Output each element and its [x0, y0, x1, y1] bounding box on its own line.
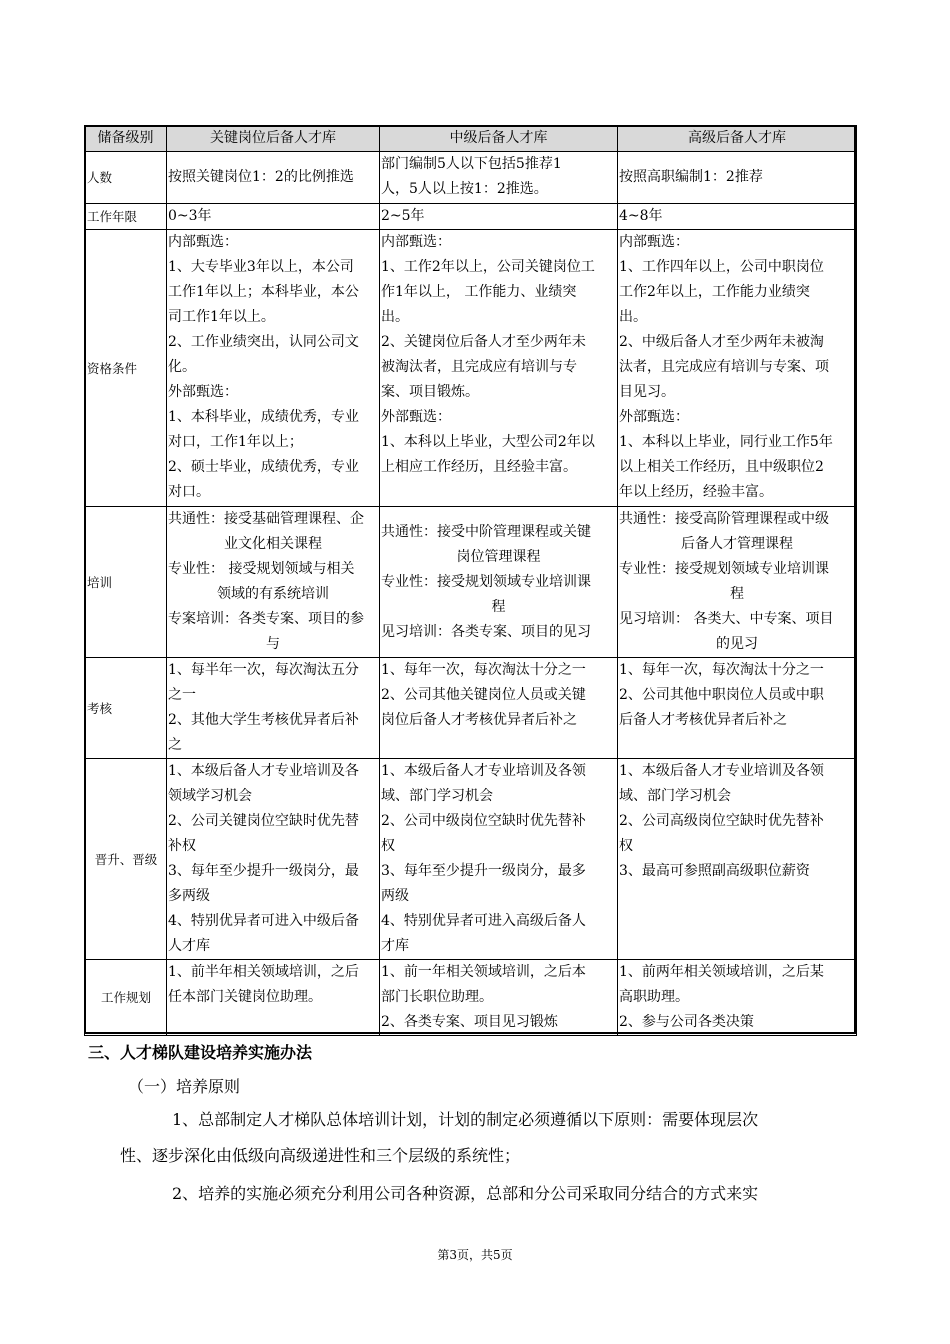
cell-line: 以上相关工作经历，且中级职位2	[619, 459, 824, 475]
row-qualification	[85, 230, 857, 507]
cell-line: 年以上经历，经验丰富。	[619, 484, 773, 500]
cell-line: 出。	[381, 309, 409, 325]
cell-line: 1、本科毕业，成绩优秀，专业	[168, 409, 359, 425]
cell-line: 1、本科以上毕业，同行业工作5年	[619, 434, 833, 450]
cell-line: 才库	[381, 938, 409, 954]
cell-line: 域、部门学习机会	[619, 788, 731, 804]
cell-line: 被淘汰者，且完成应有培训与专	[381, 359, 577, 375]
cell-line: 领域的有系统培训	[217, 586, 329, 602]
cell-line: 任本部门关键岗位助理。	[168, 989, 322, 1005]
cell-line: 岗位后备人才考核优异者后补之	[381, 712, 577, 728]
header-level: 储备级别	[85, 126, 167, 152]
cell-line: 工作1年以上；本科毕业，本公	[168, 284, 359, 300]
cell-line: 对口。	[168, 484, 210, 500]
cell-years-mid	[380, 204, 618, 230]
cell-line: 与	[266, 636, 280, 652]
cell-line: 按照关键岗位1：2的比例推选	[168, 169, 354, 185]
row-label-training: 培训	[85, 507, 167, 658]
paragraph-2-line-1: 2、培养的实施必须充分利用公司各种资源，总部和分公司采取同分结合的方式来实	[172, 1184, 759, 1203]
row-label-promotion: 晋升、晋级	[85, 759, 167, 960]
cell-line: 1、本级后备人才专业培训及各领	[619, 763, 824, 779]
cell-line: 1、工作2年以上，公司关键岗位工	[381, 259, 595, 275]
cell-line: 2、公司中级岗位空缺时优先替补	[381, 813, 586, 829]
cell-line: 程	[491, 598, 506, 615]
cell-line: 域、部门学习机会	[381, 788, 493, 804]
cell-count-key	[167, 152, 380, 204]
subsection-heading: （一）培养原则	[128, 1077, 241, 1096]
cell-line: 补权	[168, 838, 196, 854]
row-promotion	[85, 759, 857, 960]
cell-line: 1、前两年相关领域培训，之后某	[619, 964, 824, 980]
cell-line: 3、每年至少提升一级岗分，最多	[381, 863, 586, 879]
cell-promo-key	[167, 759, 380, 960]
cell-line: 之一	[168, 687, 196, 703]
row-label-work-plan: 工作规划	[85, 960, 167, 1036]
cell-plan-senior	[618, 960, 857, 1036]
cell-years-senior	[618, 204, 857, 230]
cell-line: 人才库	[168, 938, 210, 954]
cell-train-senior	[618, 507, 857, 658]
cell-line: 部门编制5人以下包括5推荐1	[381, 156, 562, 172]
cell-line: 3、最高可参照副高级职位薪资	[619, 863, 810, 879]
header-key-position: 关键岗位后备人才库	[167, 126, 380, 152]
header-senior-level: 高级后备人才库	[618, 126, 857, 152]
cell-line: 共通性：接受高阶管理课程或中级	[619, 511, 829, 527]
cell-promo-senior	[618, 759, 857, 960]
cell-line: 外部甄选：	[381, 409, 451, 425]
cell-assess-mid	[380, 658, 618, 759]
cell-assess-key	[167, 658, 380, 759]
cell-line: 2、公司其他关键岗位人员或关键	[381, 687, 586, 703]
cell-line: 0~3年	[168, 208, 212, 224]
cell-line: 领域学习机会	[168, 788, 252, 804]
cell-line: 1、本级后备人才专业培训及各	[168, 763, 359, 779]
cell-line: 的见习	[716, 636, 758, 652]
cell-line: 1、本级后备人才专业培训及各领	[381, 763, 586, 779]
cell-line: 后备人才考核优异者后补之	[619, 712, 787, 728]
row-label-count: 人数	[85, 152, 167, 204]
cell-line: 案、项目锻炼。	[381, 384, 479, 400]
cell-line: 4、特别优异者可进入中级后备	[168, 913, 359, 929]
cell-line: 内部甄选：	[619, 234, 689, 250]
cell-line: 1、前半年相关领域培训，之后	[168, 964, 359, 980]
cell-line: 2、硕士毕业，成绩优秀，专业	[168, 459, 359, 475]
cell-qual-senior	[618, 230, 857, 507]
row-label-qualification: 资格条件	[85, 230, 167, 507]
cell-line: 2、中级后备人才至少两年未被淘	[619, 334, 824, 350]
cell-line: 4~8年	[619, 208, 663, 224]
row-label-assessment: 考核	[85, 658, 167, 759]
cell-train-mid	[380, 507, 618, 658]
cell-line: 按照高职编制1：2推荐	[619, 169, 763, 185]
cell-line: 后备人才管理课程	[681, 536, 793, 552]
cell-line: 部门长职位助理。	[381, 989, 493, 1005]
cell-line: 内部甄选：	[381, 234, 451, 250]
cell-plan-key	[167, 960, 380, 1036]
cell-line: 外部甄选：	[619, 409, 689, 425]
cell-count-mid	[380, 152, 618, 204]
cell-line: 2~5年	[381, 208, 425, 224]
cell-promo-mid	[380, 759, 618, 960]
cell-line: 共通性：接受基础管理课程、企	[168, 511, 364, 527]
cell-line: 专业性： 接受规划领域与相关	[168, 561, 355, 577]
cell-line: 外部甄选：	[168, 384, 238, 400]
header-mid-level: 中级后备人才库	[380, 126, 618, 152]
cell-line: 作1年以上， 工作能力、业绩突	[381, 284, 577, 300]
cell-line: 权	[619, 838, 633, 854]
cell-line: 司工作1年以上。	[168, 309, 275, 325]
cell-line: 两级	[381, 888, 409, 904]
cell-line: 人，5人以上按1：2推选。	[381, 181, 548, 197]
row-label-years: 工作年限	[85, 204, 167, 230]
cell-line: 1、工作四年以上，公司中职岗位	[619, 259, 824, 275]
cell-line: 3、每年至少提升一级岗分，最	[168, 863, 359, 879]
cell-line: 见习培训：各类专案、项目的见习	[381, 623, 591, 640]
cell-line: 1、每年一次，每次淘汰十分之一	[381, 662, 586, 678]
cell-line: 上相应工作经历，且经验丰富。	[381, 459, 577, 475]
cell-qual-mid	[380, 230, 618, 507]
cell-qual-key	[167, 230, 380, 507]
cell-line: 2、其他大学生考核优异者后补	[168, 712, 359, 728]
cell-line: 2、公司其他中职岗位人员或中职	[619, 687, 824, 703]
section-heading: 三、人才梯队建设培养实施办法	[88, 1043, 313, 1062]
paragraph-1-line-2: 性、逐步深化由低级向高级递进性和三个层级的系统性；	[120, 1146, 521, 1165]
row-assessment	[85, 658, 857, 759]
cell-line: 专业性：接受规划领域专业培训课	[619, 561, 829, 577]
cell-line: 1、本科以上毕业，大型公司2年以	[381, 434, 595, 450]
cell-line: 1、每半年一次，每次淘汰五分	[168, 662, 359, 678]
cell-line: 1、每年一次，每次淘汰十分之一	[619, 662, 824, 678]
cell-line: 专业性：接受规划领域专业培训课	[381, 573, 591, 590]
talent-reserve-table	[84, 125, 857, 1036]
cell-line: 高职助理。	[619, 989, 689, 1005]
paragraph-1-line-1: 1、总部制定人才梯队总体培训计划，计划的制定必须遵循以下原则：需要体现层次	[172, 1110, 759, 1129]
cell-line: 1、前一年相关领域培训，之后本	[381, 964, 586, 980]
cell-line: 程	[730, 586, 744, 602]
table-header-row	[85, 126, 857, 152]
cell-line: 见习培训： 各类大、中专案、项目	[619, 611, 834, 627]
cell-line: 出。	[619, 309, 647, 325]
cell-line: 内部甄选：	[168, 234, 238, 250]
cell-plan-mid	[380, 960, 618, 1036]
cell-line: 之	[168, 737, 182, 753]
cell-line: 2、关键岗位后备人才至少两年未	[381, 334, 586, 350]
cell-count-senior	[618, 152, 857, 204]
row-count	[85, 152, 857, 204]
cell-line: 2、各类专案、项目见习锻炼	[381, 1014, 558, 1030]
cell-line: 目见习。	[619, 384, 675, 400]
cell-line: 业文化相关课程	[224, 536, 322, 552]
cell-line: 1、大专毕业3年以上，本公司	[168, 259, 354, 275]
cell-assess-senior	[618, 658, 857, 759]
row-years	[85, 204, 857, 230]
cell-line: 工作2年以上，工作能力业绩突	[619, 284, 810, 300]
cell-line: 4、特别优异者可进入高级后备人	[381, 913, 586, 929]
cell-line: 对口，工作1年以上；	[168, 434, 303, 450]
cell-line: 2、参与公司各类决策	[619, 1014, 754, 1030]
cell-train-key	[167, 507, 380, 658]
cell-line: 化。	[168, 359, 196, 375]
cell-line: 权	[381, 838, 395, 854]
cell-line: 汰者，且完成应有培训与专案、项	[619, 359, 829, 375]
cell-line: 2、公司关键岗位空缺时优先替	[168, 813, 359, 829]
cell-line: 多两级	[168, 888, 210, 904]
cell-line: 2、公司高级岗位空缺时优先替补	[619, 813, 824, 829]
cell-line: 共通性：接受中阶管理课程或关键	[381, 523, 591, 540]
cell-years-key	[167, 204, 380, 230]
row-work-plan	[85, 960, 857, 1036]
cell-line: 专案培训：各类专案、项目的参	[168, 611, 364, 627]
cell-line: 岗位管理课程	[456, 548, 541, 565]
row-training	[85, 507, 857, 658]
cell-line: 2、工作业绩突出，认同公司文	[168, 334, 359, 350]
page-footer: 第3页，共5页	[437, 1248, 513, 1262]
